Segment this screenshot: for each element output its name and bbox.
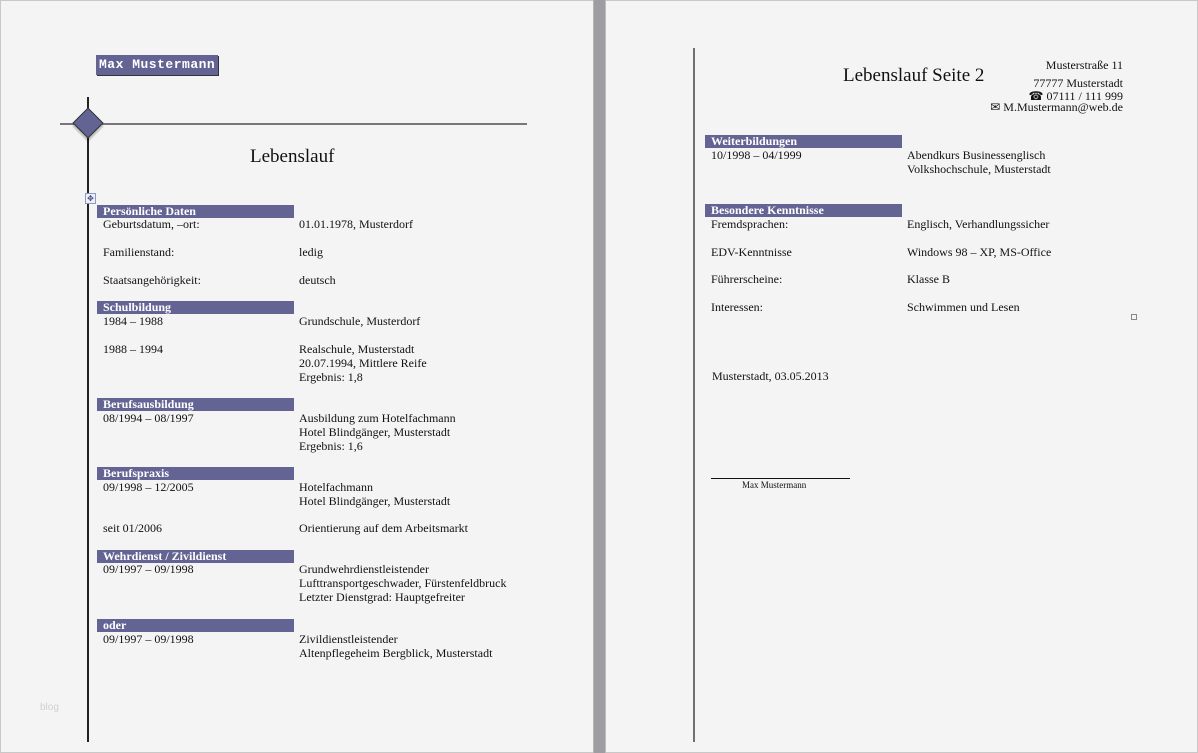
signature-name: Max Mustermann	[742, 480, 807, 490]
section-heading-personal: Persönliche Daten	[97, 205, 294, 218]
row-label: 09/1998 – 12/2005	[103, 480, 194, 494]
row-value: 01.01.1978, Musterdorf	[299, 217, 413, 231]
row-value: Hotel Blindgänger, Musterstadt	[299, 494, 451, 508]
row-value: Hotelfachmann	[299, 480, 373, 494]
section-heading-practice: Berufspraxis	[97, 467, 294, 480]
row-value: Zivildienstleistender	[299, 632, 398, 646]
name-badge: Max Mustermann	[96, 55, 218, 75]
signature-line	[711, 478, 850, 479]
row-value: Lufttransportgeschwader, Fürstenfeldbruck	[299, 576, 507, 590]
row-value: 20.07.1994, Mittlere Reife	[299, 356, 427, 370]
row-value: Grundschule, Musterdorf	[299, 314, 421, 328]
row-label: 09/1997 – 09/1998	[103, 632, 194, 646]
contact-email	[990, 101, 1123, 114]
row-value: Ausbildung zum Hotelfachmann	[299, 411, 456, 425]
row-label: EDV-Kenntnisse	[711, 245, 792, 259]
row-label: Interessen:	[711, 300, 763, 314]
row-value: Ergebnis: 1,8	[299, 370, 363, 384]
row-label: 1984 – 1988	[103, 314, 163, 328]
contact-city: 77777 Musterstadt	[1033, 76, 1123, 90]
row-value: Altenpflegeheim Bergblick, Musterstadt	[299, 646, 493, 660]
page-title: Lebenslauf	[250, 146, 335, 167]
section-heading-or: oder	[97, 619, 294, 632]
row-label: Familienstand:	[103, 245, 175, 259]
row-value: Ergebnis: 1,6	[299, 439, 363, 453]
row-value: Orientierung auf dem Arbeitsmarkt	[299, 521, 468, 535]
row-label: Führerscheine:	[711, 272, 783, 286]
row-value: ledig	[299, 245, 323, 259]
row-value: Schwimmen und Lesen	[907, 300, 1020, 314]
row-value: deutsch	[299, 273, 336, 287]
margin-rule-right	[693, 48, 695, 742]
row-value: Letzter Dienstgrad: Hauptgefreiter	[299, 590, 465, 604]
mail-icon: ✉	[990, 100, 1001, 114]
row-value: Hotel Blindgänger, Musterstadt	[299, 425, 451, 439]
section-heading-training: Berufsausbildung	[97, 398, 294, 411]
row-value: Windows 98 – XP, MS-Office	[907, 245, 1052, 259]
row-label: 1988 – 1994	[103, 342, 163, 356]
row-label: 10/1998 – 04/1999	[711, 148, 802, 162]
row-label: Fremdsprachen:	[711, 217, 789, 231]
section-heading-school: Schulbildung	[97, 301, 294, 314]
row-value: Englisch, Verhandlungssicher	[907, 217, 1050, 231]
section-heading-skills: Besondere Kenntnisse	[705, 204, 902, 217]
row-label: Geburtsdatum, –ort:	[103, 217, 200, 231]
row-label: 09/1997 – 09/1998	[103, 562, 194, 576]
row-label: seit 01/2006	[103, 521, 162, 535]
row-value: Realschule, Musterstadt	[299, 342, 415, 356]
email-address: M.Mustermann@web.de	[1003, 100, 1123, 114]
header-rule	[60, 123, 527, 125]
section-heading-service: Wehrdienst / Zivildienst	[97, 550, 294, 563]
row-label: 08/1994 – 08/1997	[103, 411, 194, 425]
phone-number: 07111 / 111 999	[1046, 89, 1123, 103]
page2-title: Lebenslauf Seite 2	[843, 65, 985, 86]
page-gutter	[593, 0, 606, 753]
contact-street: Musterstraße 11	[1045, 58, 1123, 72]
section-heading-further: Weiterbildungen	[705, 135, 902, 148]
row-label: Staatsangehörigkeit:	[103, 273, 201, 287]
place-date: Musterstadt, 03.05.2013	[712, 369, 829, 383]
row-value: Klasse B	[907, 272, 950, 286]
watermark: blog	[40, 702, 59, 713]
table-move-handle-icon[interactable]: ✥	[85, 193, 96, 204]
phone-icon: ☎	[1028, 89, 1044, 103]
row-value: Volkshochschule, Musterstadt	[907, 162, 1051, 176]
table-resize-handle-icon[interactable]	[1131, 314, 1137, 320]
row-value: Abendkurs Businessenglisch	[907, 148, 1046, 162]
row-value: Grundwehrdienstleistender	[299, 562, 429, 576]
